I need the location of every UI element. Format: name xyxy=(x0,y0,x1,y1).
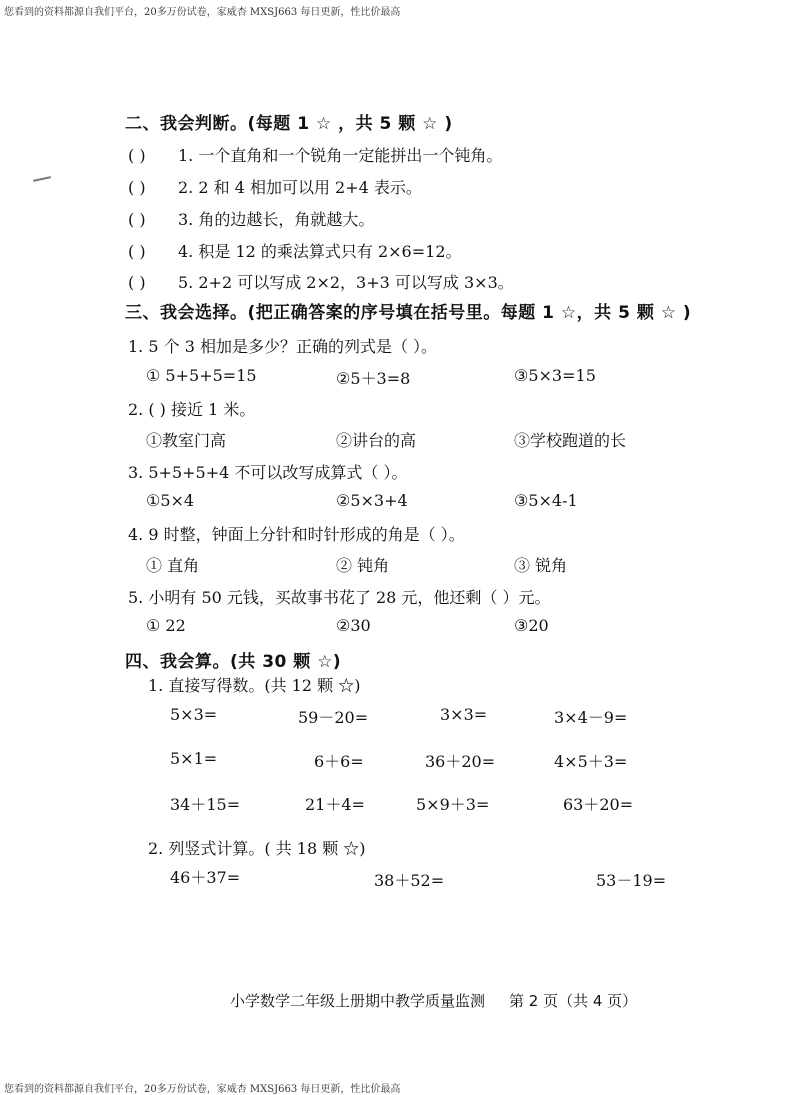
calc-item: 63＋20= xyxy=(563,795,634,814)
section2-heading: 二、我会判断。(每题 1 ☆ ，共 5 颗 ☆ ) xyxy=(125,114,453,134)
choice-option: ③5×3=15 xyxy=(514,366,596,385)
choice-option: ②5＋3=8 xyxy=(336,369,411,388)
top-banner: 您看到的资料都源自我们平台，20多万份试卷，家威杏 MXSJ663 每日更新，性比价最高 xyxy=(4,7,401,18)
judge-item-4: ( ) 4. 积是 12 的乘法算式只有 2×6=12。 xyxy=(128,242,462,261)
choice-question-5: 5. 小明有 50 元钱，买故事书花了 28 元，他还剩（ ）元。 xyxy=(128,588,551,607)
exam-title: 小学数学二年级上册期中教学质量监测 xyxy=(230,992,486,1010)
part1-title: 1. 直接写得数。(共 12 颗 ☆) xyxy=(148,676,361,695)
judge-item-1: ( ) 1. 一个直角和一个锐角一定能拼出一个钝角。 xyxy=(128,146,503,165)
choice-option: ②5×3+4 xyxy=(336,491,408,510)
calc-item: 4×5＋3= xyxy=(554,752,628,771)
choice-question-3: 3. 5+5+5+4 不可以改写成算式（ ）。 xyxy=(128,463,408,482)
page-footer xyxy=(230,990,661,1011)
choice-question-1: 1. 5 个 3 相加是多少？正确的列式是（ ）。 xyxy=(128,337,438,356)
vertical-calc-item: 53－19= xyxy=(596,871,667,890)
choice-option: ③学校跑道的长 xyxy=(514,431,627,450)
bottom-banner: 您看到的资料都源自我们平台，20多万份试卷，家威杏 MXSJ663 每日更新，性比价最高 xyxy=(4,1084,401,1095)
calc-item: 5×9＋3= xyxy=(416,795,490,814)
calc-item: 3×4－9= xyxy=(554,708,628,727)
choice-option: ①5×4 xyxy=(146,491,195,510)
choice-option: ② 钝角 xyxy=(336,556,390,575)
calc-item: 5×3= xyxy=(170,705,218,724)
calc-item: 34＋15= xyxy=(170,795,241,814)
choice-question-4: 4. 9 时整，钟面上分针和时针形成的角是（ ）。 xyxy=(128,525,465,544)
choice-question-2: 2. ( ) 接近 1 米。 xyxy=(128,400,256,419)
choice-option: ①教室门高 xyxy=(146,431,227,450)
judge-item-2: ( ) 2. 2 和 4 相加可以用 2+4 表示。 xyxy=(128,178,422,197)
part2-title: 2. 列竖式计算。( 共 18 颗 ☆) xyxy=(148,839,366,858)
judge-item-3: ( ) 3. 角的边越长，角就越大。 xyxy=(128,210,375,229)
choice-option: ① 5+5+5=15 xyxy=(146,366,257,385)
calc-item: 59－20= xyxy=(298,708,369,727)
calc-item: 36＋20= xyxy=(425,752,496,771)
choice-option: ① 22 xyxy=(146,616,186,635)
judge-item-5: ( ) 5. 2+2 可以写成 2×2，3+3 可以写成 3×3。 xyxy=(128,273,514,292)
choice-option: ③5×4-1 xyxy=(514,491,578,510)
vertical-calc-item: 46＋37= xyxy=(170,868,241,887)
choice-option: ① 直角 xyxy=(146,556,200,575)
calc-item: 3×3= xyxy=(440,705,488,724)
choice-option: ③ 锐角 xyxy=(514,556,568,575)
choice-option: ②讲台的高 xyxy=(336,431,417,450)
section4-heading: 四、我会算。(共 30 颗 ☆) xyxy=(125,652,342,672)
calc-item: 6＋6= xyxy=(314,752,364,771)
section3-heading: 三、我会选择。(把正确答案的序号填在括号里。每题 1 ☆，共 5 颗 ☆ ) xyxy=(125,303,692,323)
calc-item: 21＋4= xyxy=(305,795,365,814)
choice-option: ③20 xyxy=(514,616,549,635)
choice-option: ②30 xyxy=(336,616,371,635)
page-number: 第 2 页（共 4 页） xyxy=(509,992,638,1010)
vertical-calc-item: 38＋52= xyxy=(374,871,445,890)
calc-item: 5×1= xyxy=(170,749,218,768)
scan-mark xyxy=(33,176,51,182)
